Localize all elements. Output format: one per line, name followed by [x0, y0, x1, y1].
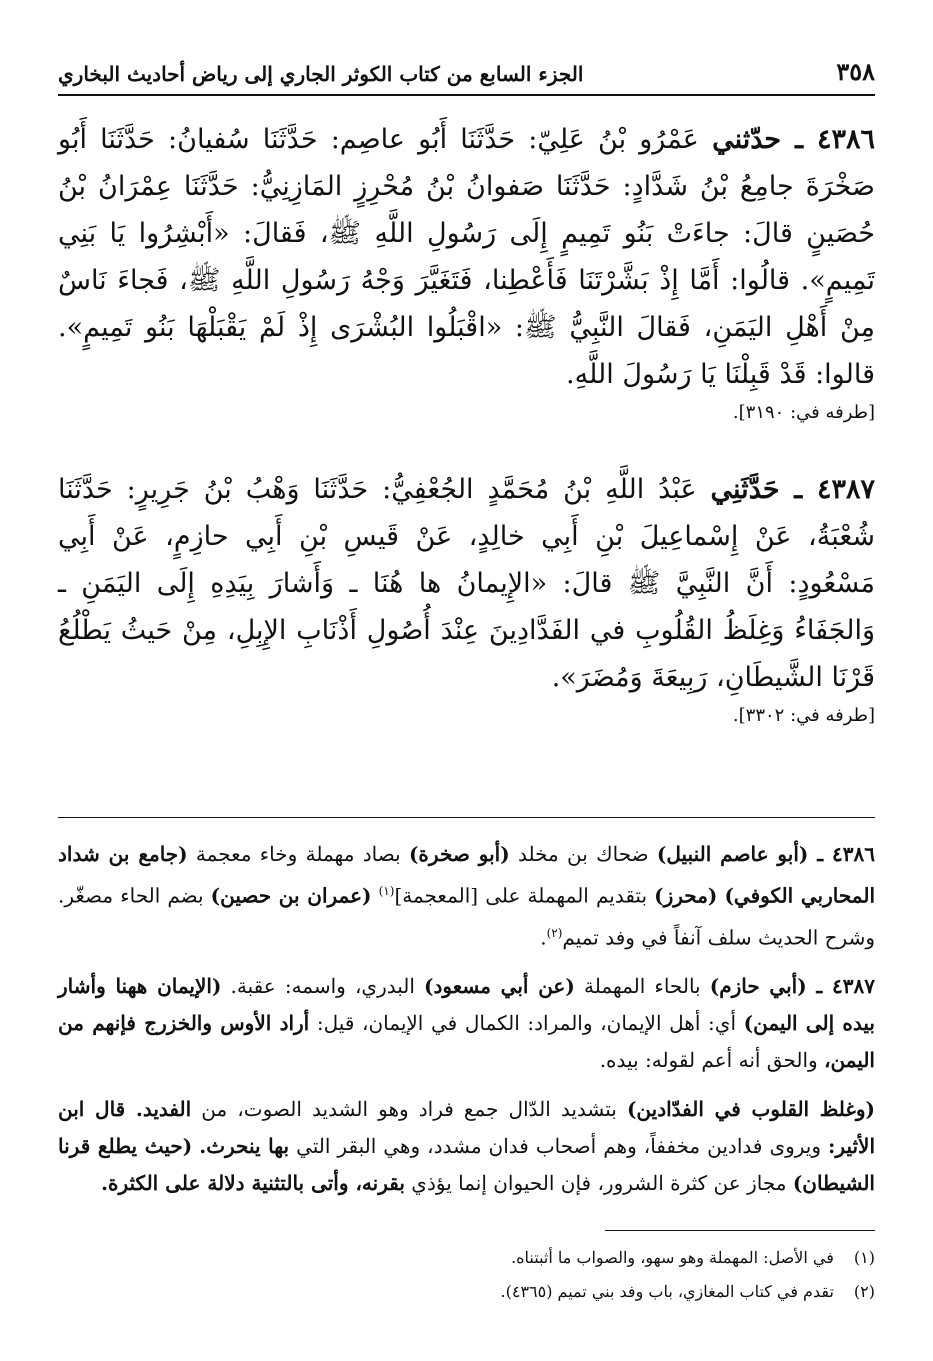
footnote-ref[interactable]: (١) [378, 884, 395, 898]
note-text: ويروى فدادين مخففاً، وهم أصحاب فدان مشدد، وهي البقر التي [289, 1134, 829, 1159]
bold-term: (أبي حازم) [709, 974, 807, 999]
note-number: ٤٣٨٧ ـ [806, 974, 875, 999]
hadith-body: عَبْدُ اللَّهِ بْنُ مُحَمَّدٍ الجُعْفِيُّ: حَدَّثَنَا وَهْبُ بْنُ جَرِيرٍ: حَدَّثَنَا شُعْبَةُ، عَنْ إِسْماعِيلَ بْنِ أَبِي خالِدٍ، عَنْ قَيسِ بْنِ أَبِي حازِمٍ، عَنْ أَبِي مَسْعُودٍ: أَنَّ النَّبِيَّ ﷺ قالَ: «الإِيمانُ ها هُنَا ـ وَأَشارَ بِيَدِهِ إِلَى اليَمَنِ ـ وَالجَفَاءُ وَغِلَظُ القُلُوبِ في الفَدَّادِينَ عِنْدَ أُصُولِ أَذْنَابِ الإِبِلِ، مِنْ حَيثُ يَطْلُعُ قَرْنَا الشَّيطَانِ، رَبِيعَةَ وَمُضَرَ». [58, 474, 875, 693]
note-text: بصاد مهملة وخاء معجمة [187, 842, 409, 866]
note-text: بضم الحاء مصغّر. وشرح الحديث سلف آنفاً في وفد تميم [58, 883, 875, 950]
footnote-2 [58, 1275, 875, 1309]
page-number: ٣٥٨ [836, 57, 875, 86]
bold-term: (عمران بن حصين) [210, 883, 372, 908]
bold-term: (حيث يطلع قرنا الشيطان) [58, 1134, 875, 1196]
running-header [58, 50, 875, 96]
note-text: بتشديد الدّال جمع فراد وهو الشديد الصوت، من [191, 1097, 627, 1122]
note-text: مجاز عن كثرة الشرور، فإن الحيوان إنما يؤذي [404, 1171, 793, 1196]
footnote-ref[interactable]: (٢) [546, 925, 563, 940]
bold-term: أراد الأوس والخزرج فإنهم من اليمن، [58, 1011, 875, 1073]
commentary-fadadin [58, 1091, 875, 1202]
bold-term: بقرنه، وأتى بالتثنية دلالة على الكثرة. [101, 1171, 405, 1196]
note-text: البدري، واسمه: عقبة. [221, 974, 425, 999]
bold-term: (أبو صخرة) [408, 842, 510, 866]
commentary-section [58, 836, 875, 1202]
bold-term: الفديد. قال ابن الأثير: [58, 1097, 876, 1159]
footnote-divider [605, 1230, 875, 1231]
note-number: ٤٣٨٦ ـ [808, 842, 875, 866]
hadith-text-section [58, 116, 875, 731]
note-text: والحق أنه أعم لقوله: بيده. [599, 1048, 825, 1073]
bold-term: (جامع بن شداد المحاربي الكوفي) [58, 842, 875, 908]
commentary-4387 [58, 968, 875, 1079]
footnote-number: (١) [853, 1248, 875, 1268]
footnotes-section [58, 1241, 875, 1309]
note-text: بتقديم المهملة على [المعجمة] [394, 883, 655, 908]
note-text: أي: أهل الإيمان، والمراد: الكمال في الإيمان، قيل: [309, 1011, 744, 1036]
footnote-number: (٢) [853, 1282, 875, 1302]
note-text: . [540, 925, 547, 950]
book-title: الجزء السابع من كتاب الكوثر الجاري إلى رياض أحاديث البخاري [58, 62, 584, 86]
section-divider [58, 817, 875, 818]
bold-term: (عن أبي مسعود) [424, 974, 575, 999]
footnote-1 [58, 1241, 875, 1275]
hadith-number: ٤٣٨٧ ـ حَدَّثَنِي [710, 474, 875, 505]
note-text: ضحاك بن مخلد [509, 842, 657, 866]
hadith-4386 [58, 116, 875, 398]
cross-reference: [طرفه في: ٣١٩٠]. [732, 402, 875, 423]
note-text [372, 884, 379, 908]
hadith-4387 [58, 466, 875, 701]
footnote-text: تقدم في كتاب المغازي، باب وفد بني تميم (٤٣٦٥). [500, 1282, 834, 1302]
bold-term: (الإيمان ههنا وأشار بيده إلى اليمن) [58, 974, 875, 1036]
footnote-text: في الأصل: المهملة وهو سهو، والصواب ما أثبتناه. [511, 1248, 834, 1268]
bold-term: بها ينحرث. [199, 1134, 290, 1159]
bold-term: (محرز) [654, 883, 718, 908]
commentary-4386 [58, 836, 875, 956]
note-text: بالحاء المهملة [574, 974, 710, 999]
hadith-body: عَمْرُو بْنُ عَلِيّ: حَدَّثَنَا أَبُو عاصِم: حَدَّثَنَا سُفيانُ: حَدَّثَنَا أَبُو صَخْرَةَ جامِعُ بْنُ شَدَّادٍ: حَدَّثَنَا صَفوانُ بْنُ مُحْرِزٍ المَازِنِيُّ: حَدَّثَنَا عِمْرَانُ بْنُ حُصَينٍ قالَ: جاءَتْ بَنُو تَمِيمٍ إِلَى رَسُولِ اللَّهِ ﷺ، فَقالَ: «أَبْشِرُوا يَا بَنِي تَمِيمٍ». قالُوا: أَمَّا إِذْ بَشَّرْتَنَا فَأَعْطِنا، فَتَغَيَّرَ وَجْهُ رَسُولِ اللَّهِ ﷺ، فَجاءَ نَاسٌ مِنْ أَهْلِ اليَمَنِ، فَقالَ النَّبِيُّ ﷺ: «اقْبَلُوا البُشْرَى إِذْ لَمْ يَقْبَلْهَا بَنُو تَمِيمٍ». قالوا: قَدْ قَبِلْنَا يَا رَسُولَ اللَّهِ. [58, 124, 875, 390]
cross-reference: [طرفه في: ٣٣٠٢]. [732, 705, 875, 726]
bold-term: (وغلظ القلوب في الفدّادين) [626, 1097, 875, 1122]
hadith-number: ٤٣٨٦ ـ حدّثني [712, 124, 875, 155]
bold-term: (أبو عاصم النبيل) [656, 842, 809, 866]
